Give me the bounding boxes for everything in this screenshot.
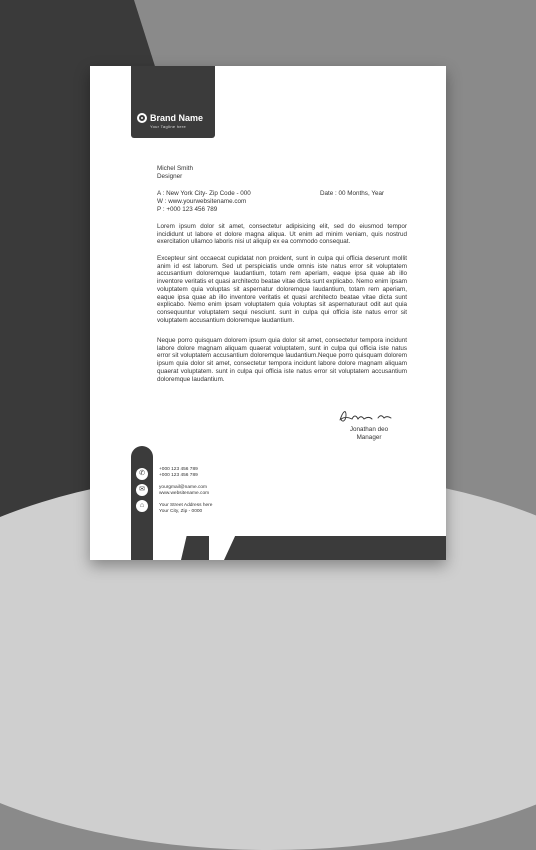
logo bbox=[137, 113, 203, 123]
logo-block bbox=[131, 66, 215, 138]
contact-phone-2: +000 123 456 789 bbox=[159, 473, 198, 478]
signature-mark bbox=[334, 407, 404, 425]
mail-icon: ✉ bbox=[136, 484, 148, 496]
brand-name: Brand Name bbox=[150, 113, 204, 123]
letterhead-page bbox=[90, 66, 446, 560]
contact-street: Your Street Address here bbox=[159, 503, 213, 508]
contact-icon-strip bbox=[131, 446, 153, 560]
signatory-title: Manager bbox=[356, 434, 382, 441]
phone-icon: ✆ bbox=[136, 468, 148, 480]
footer-bar-left bbox=[181, 536, 209, 560]
body-paragraph-1: Lorem ipsum dolor sit amet, consectetur adipisicing elit, sed do eiusmod tempor incididunt ut labore et dolore magna aliqua. Ut enim ad minim veniam, quis nostrud exercitation ullamco laboris nisi ut aliquip ex ea commodo consequat. bbox=[157, 223, 407, 246]
date-line: Date : 00 Months, Year bbox=[320, 190, 385, 197]
contact-city: Your City, Zip - 0000 bbox=[159, 509, 203, 514]
signatory-name: Jonathan deo bbox=[349, 426, 389, 433]
sender-title: Designer bbox=[157, 173, 183, 180]
website-line: W : www.yourwebsitename.com bbox=[157, 198, 247, 205]
body-paragraph-3: Neque porro quisquam dolorem ipsum quia dolor sit amet, consectetur tempora incidunt labore dolore magnam aliquam quaerat voluptatem, sunt in culpa qui officia iste natus error sit voluptatem accusantium doloremque laudantium.Neque porro quisquam dolorem ipsum quia dolor sit amet, consectetur tempora incidunt labore dolore magnam aliquam quaerat voluptatem. sunt in culpa qui officia iste natus error sit voluptatem accusantium doloremque laudantium. bbox=[157, 337, 407, 383]
contact-email: yourgmail@name.com bbox=[159, 485, 208, 490]
sender-name: Michel Smith bbox=[157, 165, 194, 172]
phone-line: P : +000 123 456 789 bbox=[157, 206, 218, 213]
footer-bar-right bbox=[224, 536, 446, 560]
body-paragraph-2: Excepteur sint occaecat cupidatat non proident, sunt in culpa qui officia deserunt mollit anim id est laborum. Sed ut perspiciatis unde omnis iste natus error sit voluptatem accusantium doloremque laudantium, totam rem aperiam, eaque ipsa quae ab illo inventore veritatis et quasi architecto beatae vitae dicta sunt explicabo. Nemo enim ipsam voluptatem quia voluptas sit aspernatur doloremque laudantium, totam rem aperiam, eaque ipsa quae ab illo inventore veritatis et quasi architecto beatae vitae dicta sunt explicabo. Nemo enim ipsam voluptatem quia voluptas sit aspernaturaut odit aut quia consequuntur voluptatem sequi nesciunt. sunt in culpa qui officia iste natus error sit voluptatem accusantium doloremque laudantium. bbox=[157, 255, 407, 324]
home-icon: ⌂ bbox=[136, 500, 148, 512]
contact-website: www.websitename.com bbox=[159, 491, 210, 496]
contact-phone-1: +000 123 456 789 bbox=[159, 467, 198, 472]
brand-logo-icon bbox=[137, 113, 147, 123]
brand-tagline: Your Tagline here bbox=[150, 124, 187, 129]
address-line: A : New York City- Zip Code - 000 bbox=[157, 190, 251, 197]
